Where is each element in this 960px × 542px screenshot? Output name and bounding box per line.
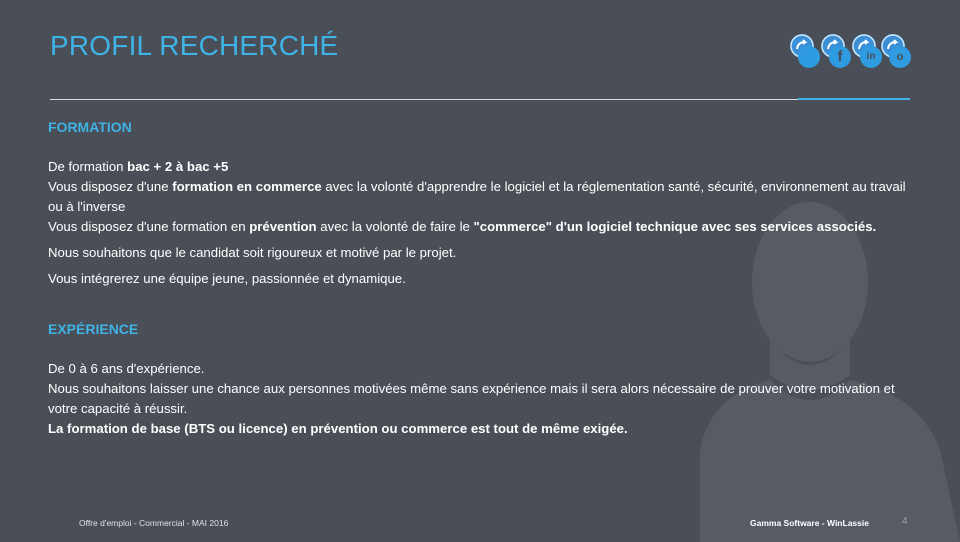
footer-right: Gamma Software - WinLassie (750, 518, 869, 528)
experience-paragraph (48, 359, 908, 439)
title-divider (50, 99, 910, 100)
text-bold: formation en commerce (172, 179, 322, 194)
text-bold: La formation de base (BTS ou licence) en prévention ou commerce est tout de même exigée. (48, 421, 628, 436)
text: De formation (48, 159, 128, 174)
text: Nous souhaitons laisser une chance aux personnes motivées même sans expérience mais il sera alors nécessaire de prouver votre motivation et votre capacité à réussir. (48, 381, 895, 416)
formation-paragraph-3: Vous intégrerez une équipe jeune, passionnée et dynamique. (48, 271, 406, 286)
text: avec la volonté de faire le (316, 219, 474, 234)
viadeo-v-icon: o (889, 46, 911, 68)
text: Vous disposez d'une formation en (48, 219, 250, 234)
formation-paragraph (48, 157, 908, 237)
text: Vous disposez d'une (48, 179, 173, 194)
text: De 0 à 6 ans d'expérience. (48, 361, 205, 376)
title-divider-accent (798, 98, 910, 100)
text: ou à l'inverse (48, 199, 126, 214)
content (48, 117, 908, 439)
text-bold: "commerce" d'un logiciel technique avec ses services associés. (473, 219, 877, 234)
twitter-bird-icon (798, 46, 820, 68)
text-bold: prévention (249, 219, 317, 234)
share-icons (790, 34, 920, 70)
linkedin-in-icon: in (860, 46, 882, 68)
footer-left: Offre d'emploi - Commercial - MAI 2016 (79, 518, 229, 528)
formation-heading: FORMATION (48, 119, 132, 135)
experience-heading: EXPÉRIENCE (48, 321, 139, 337)
facebook-f-icon: f (829, 46, 851, 68)
page-title: PROFIL RECHERCHÉ (50, 30, 339, 61)
text: avec la volonté d'apprendre le logiciel et la réglementation santé, sécurité, environnement au travail (321, 179, 906, 194)
page-number: 4 (902, 516, 908, 527)
formation-paragraph-2: Nous souhaitons que le candidat soit rigoureux et motivé par le projet. (48, 245, 457, 260)
text-bold: bac + 2 à bac +5 (127, 159, 229, 174)
